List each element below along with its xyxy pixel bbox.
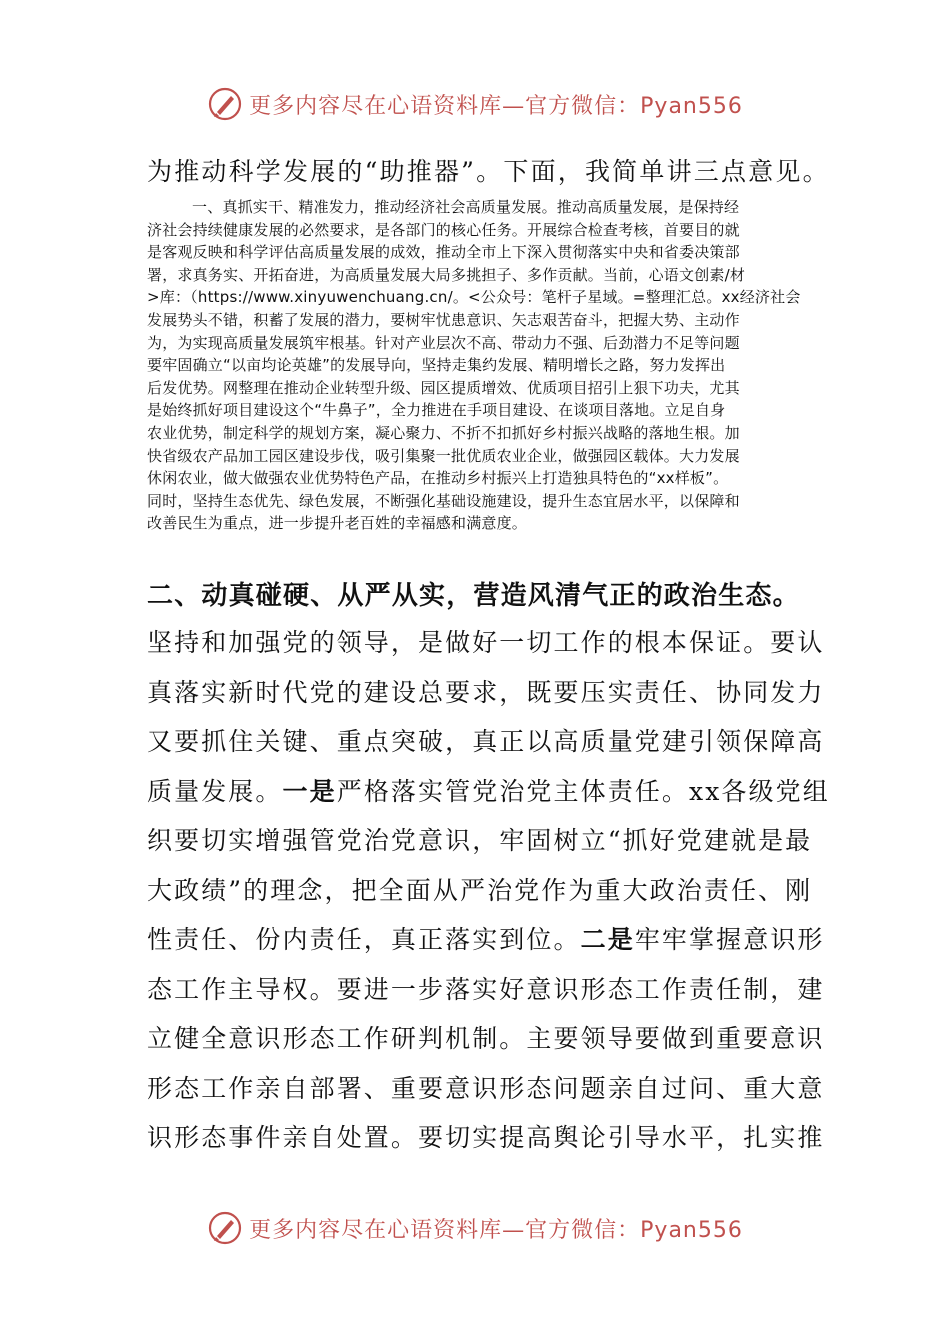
pen-seal-icon xyxy=(207,86,243,122)
banner-text: 更多内容尽在心语资料库—官方微信：Pyan556 xyxy=(249,1217,743,1243)
body-line: 质量发展。一是严格落实管党治党主体责任。xx各级党组 xyxy=(147,776,830,806)
paragraph-line: 署，求真务实、开拓奋进，为高质量发展大局多挑担子、多作贡献。当前，心语文创素/材 xyxy=(147,265,746,284)
banner-text: 更多内容尽在心语资料库—官方微信：Pyan556 xyxy=(249,93,743,119)
body-line: 形态工作亲自部署、重要意识形态问题亲自过问、重大意 xyxy=(147,1073,825,1103)
paragraph-line: 济社会持续健康发展的必然要求，是各部门的核心任务。开展综合检查考核，首要目的就 xyxy=(147,220,740,239)
section-1-paragraph xyxy=(147,196,807,535)
paragraph-line: 要牢固确立“以亩均论英雄”的发展导向，坚持走集约发展、精明增长之路，努力发挥出 xyxy=(147,356,726,375)
section-2-body xyxy=(147,618,830,1163)
section-2-heading: 二、动真碰硬、从严从实，营造风清气正的政治生态。 xyxy=(147,581,800,611)
paragraph-line: 是客观反映和科学评估高质量发展的成效，推动全市上下深入贯彻落实中央和省委决策部 xyxy=(147,243,740,262)
intro-line: 为推动科学发展的“助推器”。下面，我简单讲三点意见。 xyxy=(147,157,830,186)
body-line: 态工作主导权。要进一步落实好意识形态工作责任制，建 xyxy=(147,974,825,1004)
body-line: 坚持和加强党的领导，是做好一切工作的根本保证。要认 xyxy=(147,628,825,657)
banner-wechat-id: Pyan556 xyxy=(640,1217,743,1243)
banner-wechat-id: Pyan556 xyxy=(640,93,743,119)
body-line: 立健全意识形态工作研判机制。主要领导要做到重要意识 xyxy=(147,1024,825,1053)
paragraph-line: 发展势头不错，积蓄了发展的潜力，要树牢忧患意识、矢志艰苦奋斗，把握大势、主动作 xyxy=(147,310,740,329)
header-watermark-banner xyxy=(0,84,950,124)
paragraph-line: 后发优势。网整理在推动企业转型升级、园区提质增效、优质项目招引上狠下功夫，尤其 xyxy=(147,378,740,397)
paragraph-line: >库：（https://www.xinyuwenchuang.cn/。<公众号：笔杆子星域。=整理汇总。xx经济社会 xyxy=(147,288,801,307)
footer-watermark-banner xyxy=(0,1208,950,1248)
body-line: 性责任、份内责任，真正落实到位。二是牢牢掌握意识形 xyxy=(147,925,825,954)
emphasis-first: 一是 xyxy=(282,776,337,806)
body-line: 又要抓住关键、重点突破，真正以高质量党建引领保障高 xyxy=(147,727,825,756)
paragraph-line: 为，为实现高质量发展筑牢根基。针对产业层次不高、带动力不强、后劲潜力不足等问题 xyxy=(147,333,740,352)
paragraph-line: 一、真抓实干、精准发力，推动经济社会高质量发展。推动高质量发展，是保持经 xyxy=(192,198,740,216)
body-line: 识形态事件亲自处置。要切实提高舆论引导水平，扎实推 xyxy=(147,1123,825,1152)
paragraph-line: 休闲农业，做大做强农业优势特色产品，在推动乡村振兴上打造独具特色的“xx样板”。 xyxy=(147,469,729,488)
paragraph-line: 改善民生为重点，进一步提升老百姓的幸福感和满意度。 xyxy=(147,514,528,533)
paragraph-line: 是始终抓好项目建设这个“牛鼻子”，全力推进在手项目建设、在谈项目落地。立足自身 xyxy=(147,401,726,420)
body-line: 织要切实增强管党治党意识，牢固树立“抓好党建就是最 xyxy=(147,826,813,855)
pen-seal-icon xyxy=(207,1210,243,1246)
paragraph-line: 快省级农产品加工园区建设步伐，吸引集聚一批优质农业企业，做强园区载体。大力发展 xyxy=(147,446,740,465)
body-line: 大政绩”的理念，把全面从严治党作为重大政治责任、刚 xyxy=(147,875,813,905)
paragraph-line: 同时，坚持生态优先、绿色发展，不断强化基础设施建设，提升生态宜居水平，以保障和 xyxy=(147,491,740,510)
body-line: 真落实新时代党的建设总要求，既要压实责任、协同发力 xyxy=(147,677,825,707)
paragraph-line: 农业优势，制定科学的规划方案，凝心聚力、不折不扣抓好乡村振兴战略的落地生根。加 xyxy=(147,423,740,442)
emphasis-second: 二是 xyxy=(580,925,635,954)
